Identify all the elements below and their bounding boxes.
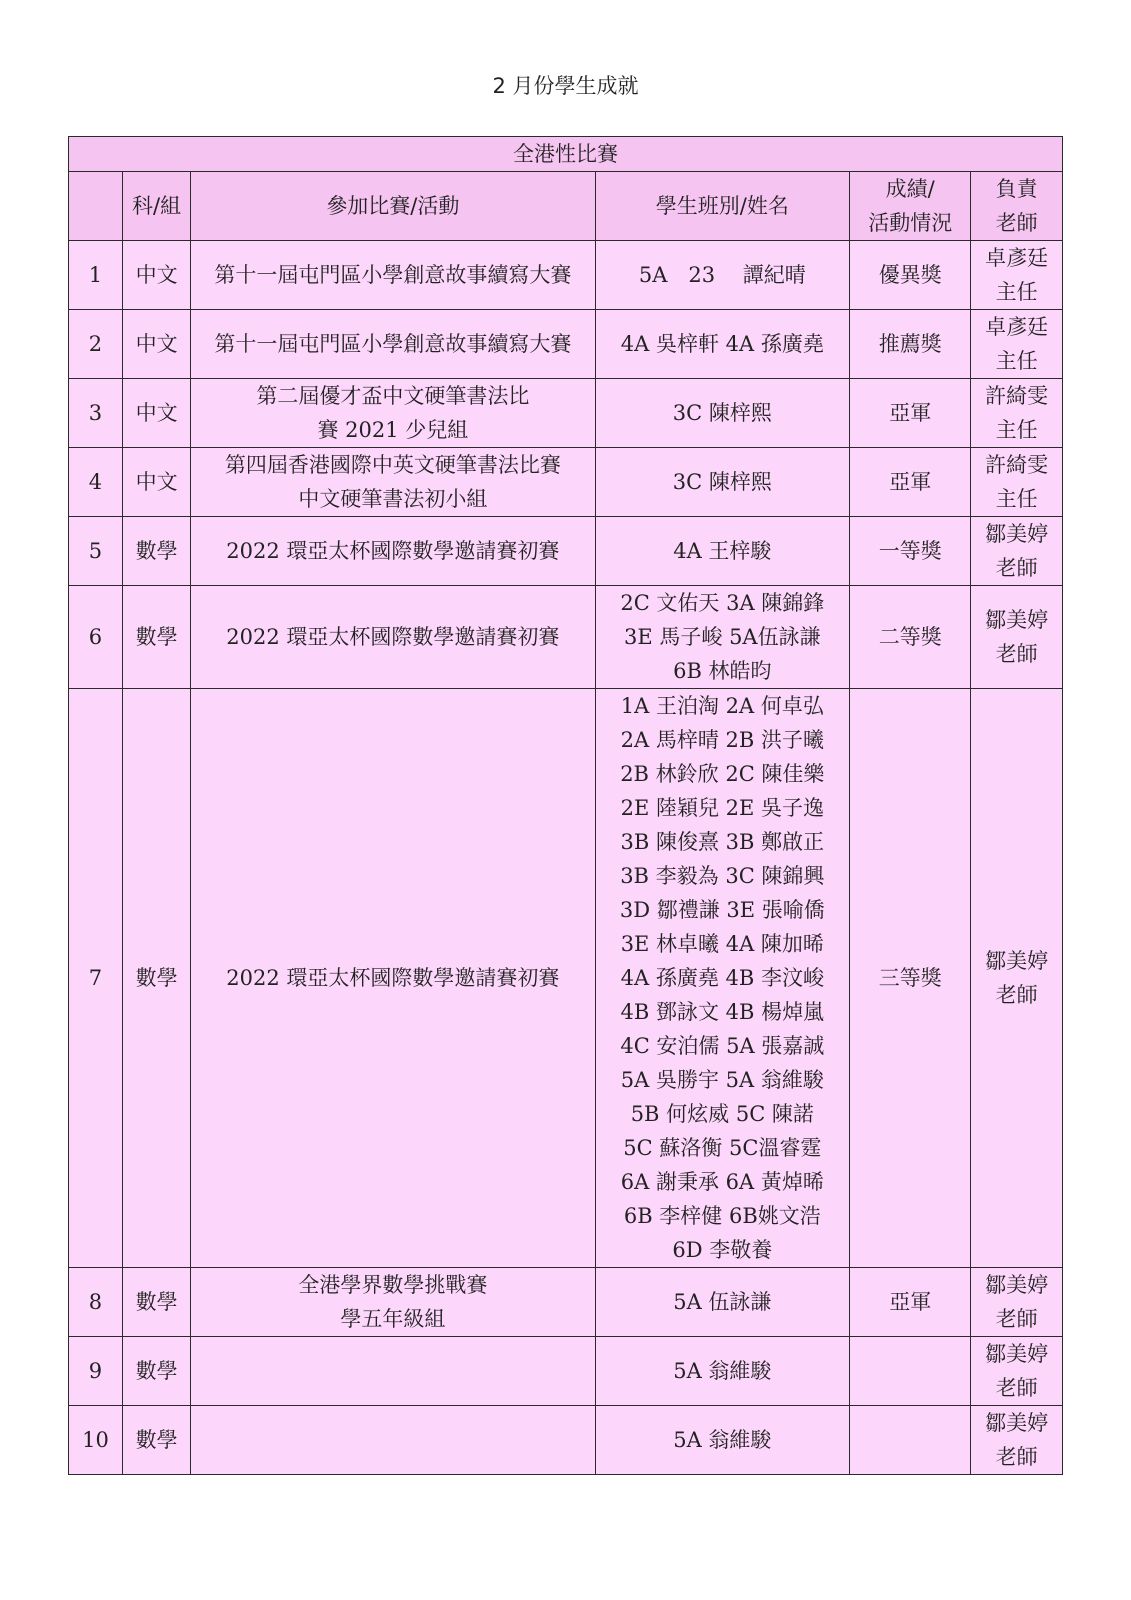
student-line: 3B 陳俊熹 3B 鄭啟正	[620, 830, 825, 854]
teacher-cell	[971, 517, 1063, 586]
student-line: 6D 李敬養	[672, 1238, 773, 1262]
students-cell	[595, 379, 850, 448]
student-line: 4A 吳梓軒 4A 孫廣堯	[620, 332, 824, 356]
student-line: 5A 伍詠謙	[673, 1290, 772, 1314]
teacher-line: 鄒美婷	[985, 949, 1049, 973]
students-cell	[595, 241, 850, 310]
table-body	[69, 241, 1063, 1475]
teacher-line: 卓彥廷	[985, 246, 1049, 270]
row-number-cell: 1	[69, 241, 123, 310]
result-cell: 亞軍	[850, 1268, 971, 1337]
students-cell	[595, 1406, 850, 1475]
teacher-line: 鄒美婷	[985, 608, 1049, 632]
result-cell: 三等獎	[850, 689, 971, 1268]
header-teacher	[971, 172, 1063, 241]
event-cell	[191, 241, 595, 310]
teacher-line: 許綺雯	[985, 453, 1049, 477]
table-row	[69, 689, 1063, 1268]
student-line: 2E 陸穎兒 2E 吳子逸	[620, 796, 825, 820]
header-result	[850, 172, 971, 241]
students-cell	[595, 448, 850, 517]
result-cell: 一等獎	[850, 517, 971, 586]
teacher-cell	[971, 586, 1063, 689]
students-cell	[595, 517, 850, 586]
student-line: 3C 陳梓熙	[672, 470, 772, 494]
teacher-line: 鄒美婷	[985, 1411, 1049, 1435]
student-line: 5A 翁維駿	[673, 1428, 772, 1452]
table-row	[69, 1337, 1063, 1406]
header-teacher-line: 負責	[995, 177, 1038, 201]
table-row	[69, 1406, 1063, 1475]
teacher-line: 老師	[995, 556, 1038, 580]
event-line: 第十一屆屯門區小學創意故事續寫大賽	[214, 332, 572, 356]
teacher-cell	[971, 1268, 1063, 1337]
event-cell	[191, 1268, 595, 1337]
header-result-line: 成績/	[885, 177, 935, 201]
teacher-line: 鄒美婷	[985, 522, 1049, 546]
header-row	[69, 172, 1063, 241]
student-line: 5B 何炫威 5C 陳諾	[630, 1102, 814, 1126]
header-event: 參加比賽/活動	[191, 172, 595, 241]
event-cell	[191, 1337, 595, 1406]
event-line: 2022 環亞太杯國際數學邀請賽初賽	[226, 966, 560, 990]
subject-cell: 數學	[122, 1337, 190, 1406]
header-students: 學生班別/姓名	[595, 172, 850, 241]
row-number-cell: 6	[69, 586, 123, 689]
header-teacher-line: 老師	[995, 211, 1038, 235]
result-cell	[850, 1337, 971, 1406]
header-result-line: 活動情況	[868, 211, 953, 235]
teacher-line: 老師	[995, 642, 1038, 666]
header-number	[69, 172, 123, 241]
teacher-cell	[971, 310, 1063, 379]
subject-cell: 數學	[122, 689, 190, 1268]
event-cell	[191, 310, 595, 379]
row-number-cell: 5	[69, 517, 123, 586]
section-title: 全港性比賽	[69, 137, 1063, 172]
student-line: 2B 林鈴欣 2C 陳佳樂	[620, 762, 825, 786]
student-line: 3E 馬子峻 5A伍詠謙	[624, 625, 821, 649]
event-cell	[191, 379, 595, 448]
event-line: 中文硬筆書法初小組	[298, 487, 488, 511]
teacher-line: 卓彥廷	[985, 315, 1049, 339]
students-cell	[595, 1337, 850, 1406]
event-line: 2022 環亞太杯國際數學邀請賽初賽	[226, 539, 560, 563]
header-subject: 科/組	[122, 172, 190, 241]
page-title: 2 月份學生成就	[492, 74, 639, 98]
event-line: 賽 2021 少兒組	[317, 418, 469, 442]
result-cell: 亞軍	[850, 448, 971, 517]
student-line: 4C 安泊儒 5A 張嘉誠	[620, 1034, 825, 1058]
table-row	[69, 379, 1063, 448]
row-number-cell: 3	[69, 379, 123, 448]
row-number-cell: 2	[69, 310, 123, 379]
subject-cell: 中文	[122, 241, 190, 310]
teacher-line: 老師	[995, 1445, 1038, 1469]
awards-table	[68, 136, 1063, 1475]
result-cell: 亞軍	[850, 379, 971, 448]
row-number-cell: 10	[69, 1406, 123, 1475]
student-line: 4A 王梓駿	[673, 539, 772, 563]
teacher-line: 主任	[995, 418, 1038, 442]
row-number-cell: 7	[69, 689, 123, 1268]
teacher-cell	[971, 1406, 1063, 1475]
student-line: 4A 孫廣堯 4B 李汶峻	[620, 966, 824, 990]
student-line: 5A 23 譚紀晴	[638, 263, 806, 287]
teacher-cell	[971, 448, 1063, 517]
student-line: 4B 鄧詠文 4B 楊焯嵐	[620, 1000, 825, 1024]
student-line: 5C 蘇洛衡 5C溫睿霆	[623, 1136, 822, 1160]
event-cell	[191, 586, 595, 689]
event-line: 2022 環亞太杯國際數學邀請賽初賽	[226, 625, 560, 649]
student-line: 6B 林皓昀	[673, 659, 772, 683]
student-line: 2C 文佑天 3A 陳錦鋒	[620, 591, 825, 615]
student-line: 5A 翁維駿	[673, 1359, 772, 1383]
teacher-line: 鄒美婷	[985, 1342, 1049, 1366]
event-line: 學五年級組	[340, 1307, 446, 1331]
result-cell	[850, 1406, 971, 1475]
event-cell	[191, 689, 595, 1268]
teacher-cell	[971, 241, 1063, 310]
students-cell	[595, 689, 850, 1268]
row-number-cell: 4	[69, 448, 123, 517]
student-line: 5A 吳勝宇 5A 翁維駿	[620, 1068, 824, 1092]
teacher-cell	[971, 1337, 1063, 1406]
event-line: 第二屆優才盃中文硬筆書法比	[256, 384, 530, 408]
subject-cell: 中文	[122, 379, 190, 448]
section-title-row	[69, 137, 1063, 172]
teacher-line: 老師	[995, 1376, 1038, 1400]
row-number-cell: 9	[69, 1337, 123, 1406]
subject-cell: 數學	[122, 1268, 190, 1337]
table-row	[69, 448, 1063, 517]
student-line: 3E 林卓曦 4A 陳加晞	[620, 932, 824, 956]
students-cell	[595, 310, 850, 379]
student-line: 3C 陳梓熙	[672, 401, 772, 425]
table-row	[69, 1268, 1063, 1337]
subject-cell: 數學	[122, 1406, 190, 1475]
subject-cell: 中文	[122, 448, 190, 517]
students-cell	[595, 586, 850, 689]
teacher-cell	[971, 379, 1063, 448]
event-cell	[191, 517, 595, 586]
teacher-cell	[971, 689, 1063, 1268]
table-row	[69, 517, 1063, 586]
table-row	[69, 310, 1063, 379]
teacher-line: 老師	[995, 983, 1038, 1007]
event-cell	[191, 1406, 595, 1475]
teacher-line: 主任	[995, 487, 1038, 511]
subject-cell: 中文	[122, 310, 190, 379]
result-cell: 推薦獎	[850, 310, 971, 379]
event-cell	[191, 448, 595, 517]
students-cell	[595, 1268, 850, 1337]
teacher-line: 老師	[995, 1307, 1038, 1331]
student-line: 6A 謝秉承 6A 黃焯晞	[620, 1170, 824, 1194]
event-line: 第四屆香港國際中英文硬筆書法比賽	[224, 453, 561, 477]
result-cell: 優異獎	[850, 241, 971, 310]
student-line: 3B 李毅為 3C 陳錦興	[620, 864, 825, 888]
table-row	[69, 241, 1063, 310]
student-line: 3D 鄒禮謙 3E 張喻僑	[619, 898, 825, 922]
row-number-cell: 8	[69, 1268, 123, 1337]
teacher-line: 主任	[995, 280, 1038, 304]
subject-cell: 數學	[122, 517, 190, 586]
event-line: 第十一屆屯門區小學創意故事續寫大賽	[214, 263, 572, 287]
student-line: 6B 李梓健 6B姚文浩	[623, 1204, 821, 1228]
student-line: 2A 馬梓晴 2B 洪子曦	[620, 728, 824, 752]
event-line: 全港學界數學挑戰賽	[298, 1273, 488, 1297]
table-row	[69, 586, 1063, 689]
teacher-line: 主任	[995, 349, 1038, 373]
teacher-line: 許綺雯	[985, 384, 1049, 408]
result-cell: 二等獎	[850, 586, 971, 689]
subject-cell: 數學	[122, 586, 190, 689]
student-line: 1A 王泊淘 2A 何卓弘	[620, 694, 824, 718]
teacher-line: 鄒美婷	[985, 1273, 1049, 1297]
